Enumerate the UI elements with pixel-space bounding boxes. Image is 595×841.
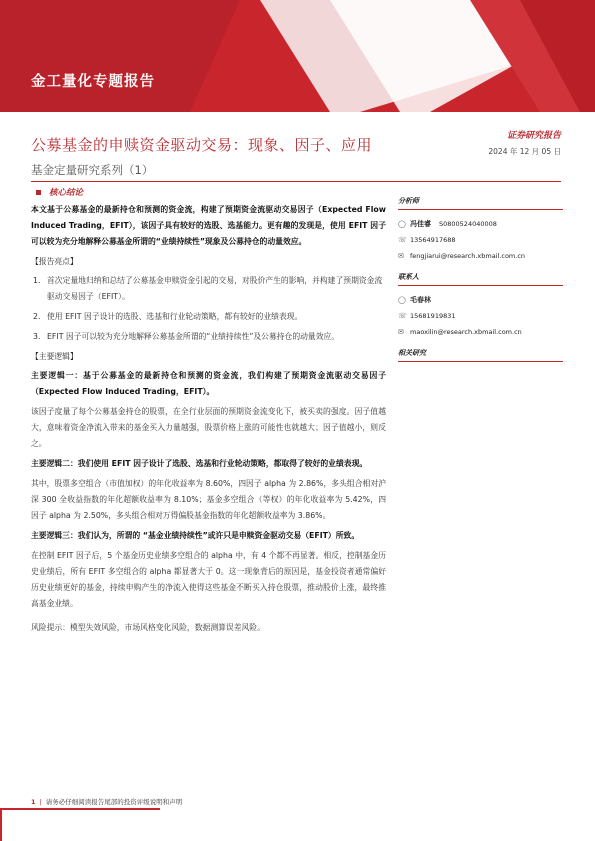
list-item	[31, 309, 386, 325]
analyst-email[interactable]: fengjiarui@research.xbmail.com.cn	[410, 252, 526, 260]
mail-icon: ✉	[398, 252, 404, 260]
contact-phone-row	[398, 308, 563, 324]
report-date: 2024 年 12 月 05 日	[488, 147, 561, 156]
footer-line	[0, 808, 160, 810]
logic-3-head: 主要逻辑三：我们认为，所谓的 “基金业绩持续性”或许只是申赎资金驱动交易（EFIT）所致。	[31, 531, 360, 540]
list-item	[31, 273, 386, 305]
list-text: EFIT 因子可以较为充分地解释公募基金所谓的“业绩持续性”及公募持仓的动量效应。	[47, 332, 340, 341]
analyst-name-row	[398, 216, 563, 232]
series-label: 金工量化专题报告	[31, 74, 155, 90]
report-type: 证券研究报告	[506, 131, 561, 141]
analyst-title: 分析师	[398, 196, 563, 210]
logic-title: 【主要逻辑】	[31, 352, 78, 361]
analyst-email-row	[398, 248, 563, 264]
logic-1-head: 主要逻辑一：基于公募基金的最新持仓和预测的资金流，我们构建了预期资金流驱动交易因子（Expected Flow Induced Trading，EFIT）。	[31, 371, 386, 396]
core-heading	[36, 186, 83, 198]
footer-accent	[0, 808, 2, 841]
contact-email[interactable]: maoxilin@research.xbmail.com.cn	[410, 328, 522, 336]
analyst-cert: S0800524040008	[439, 220, 497, 228]
author-sidebar	[398, 196, 563, 368]
intro-paragraph: 本文基于公募基金的最新持仓和预测的资金流，构建了预期资金流驱动交易因子（Expected Flow Induced Trading，EFIT），该因子具有较好的选股、选基能力。更有趣的发现是，使用 EFIT 因子可以较为充分地解释公募基金所谓的“业绩持续性”现象及公募持仓的动量效应。	[31, 205, 386, 246]
logic-2-body: 其中，股票多空组合（市值加权）的年化收益率为 8.60%，四因子 alpha 为 2.86%，多头组合相对沪深 300 全收益指数的年化超额收益率为 8.10%；基金多空组合（等权）的年化收益率为 5.42%，四因子 alpha 为 2.50%，多头组合相对万得偏股基金指数的年化超额收益率为 3.86%。	[31, 479, 386, 520]
contact-name-row	[398, 292, 563, 308]
footer-disclaimer: 请务必仔细阅读报告尾部的投资评级说明和声明	[45, 798, 183, 806]
related-title: 相关研究	[398, 348, 563, 362]
page-subtitle: 基金定量研究系列（1）	[31, 163, 154, 177]
list-text: 使用 EFIT 因子设计的选股、选基和行业轮动策略，都有较好的业绩表现。	[47, 312, 303, 321]
analyst-name: 冯佳睿	[410, 220, 431, 228]
core-heading-label: 核心结论	[49, 188, 84, 198]
risk-warning: 风险提示：模型失效风险，市场风格变化风险，数据测算误差风险。	[31, 623, 265, 632]
analyst-phone: 13564917688	[410, 236, 456, 244]
list-item	[31, 329, 386, 345]
highlights-title: 【报告亮点】	[31, 257, 78, 266]
banner-decoration	[0, 0, 595, 112]
phone-icon: ☏	[398, 236, 407, 244]
contact-name: 毛春林	[410, 296, 431, 304]
analyst-phone-row	[398, 232, 563, 248]
list-number: 2.	[33, 312, 41, 321]
contact-phone: 15681919831	[410, 312, 456, 320]
main-content	[31, 202, 386, 640]
bullet-icon	[36, 190, 41, 195]
list-number: 1.	[33, 276, 41, 285]
page-number: 1	[31, 798, 36, 806]
contact-title: 联系人	[398, 272, 563, 286]
mail-icon: ✉	[398, 328, 404, 336]
logic-2-head: 主要逻辑二：我们使用 EFIT 因子设计了选股、选基和行业轮动策略，都取得了较好的业绩表现。	[31, 459, 368, 468]
list-number: 3.	[33, 332, 41, 341]
person-icon: ◯	[398, 296, 406, 304]
header-banner	[0, 0, 595, 112]
list-text: 首次定量地归纳和总结了公募基金申赎资金引起的交易，对股价产生的影响，并构建了预期资金流驱动交易因子（EFIT）。	[47, 276, 383, 301]
page-footer	[31, 797, 182, 806]
phone-icon: ☏	[398, 312, 407, 320]
highlights-list	[31, 273, 386, 345]
logic-1-body: 该因子度量了每个公募基金持仓的股票，在全行业层面的预期资金流变化下，被买卖的强度。因子值越大，意味着资金净流入带来的基金买入力量越强，股票价格上涨的可能性也就越大；因子值越小，则反之。	[31, 407, 386, 448]
contact-email-row	[398, 324, 563, 340]
footer-separator: |	[39, 798, 42, 806]
page-title: 公募基金的申赎资金驱动交易：现象、因子、应用	[31, 136, 373, 154]
logic-3-body: 在控制 EFIT 因子后，5 个基金历史业绩多空组合的 alpha 中，有 4 个都不再显著。相反，控制基金历史业绩后，所有 EFIT 多空组合的 alpha 都显著大于 0。这一现象背后的原因是，基金投资者通常偏好历史业绩更好的基金，持续申购产生的净流入使得这些基金不断买入持仓股票，推动股价上涨，最终推高基金业绩。	[31, 551, 386, 608]
person-icon: ◯	[398, 220, 406, 228]
title-divider	[31, 181, 561, 182]
